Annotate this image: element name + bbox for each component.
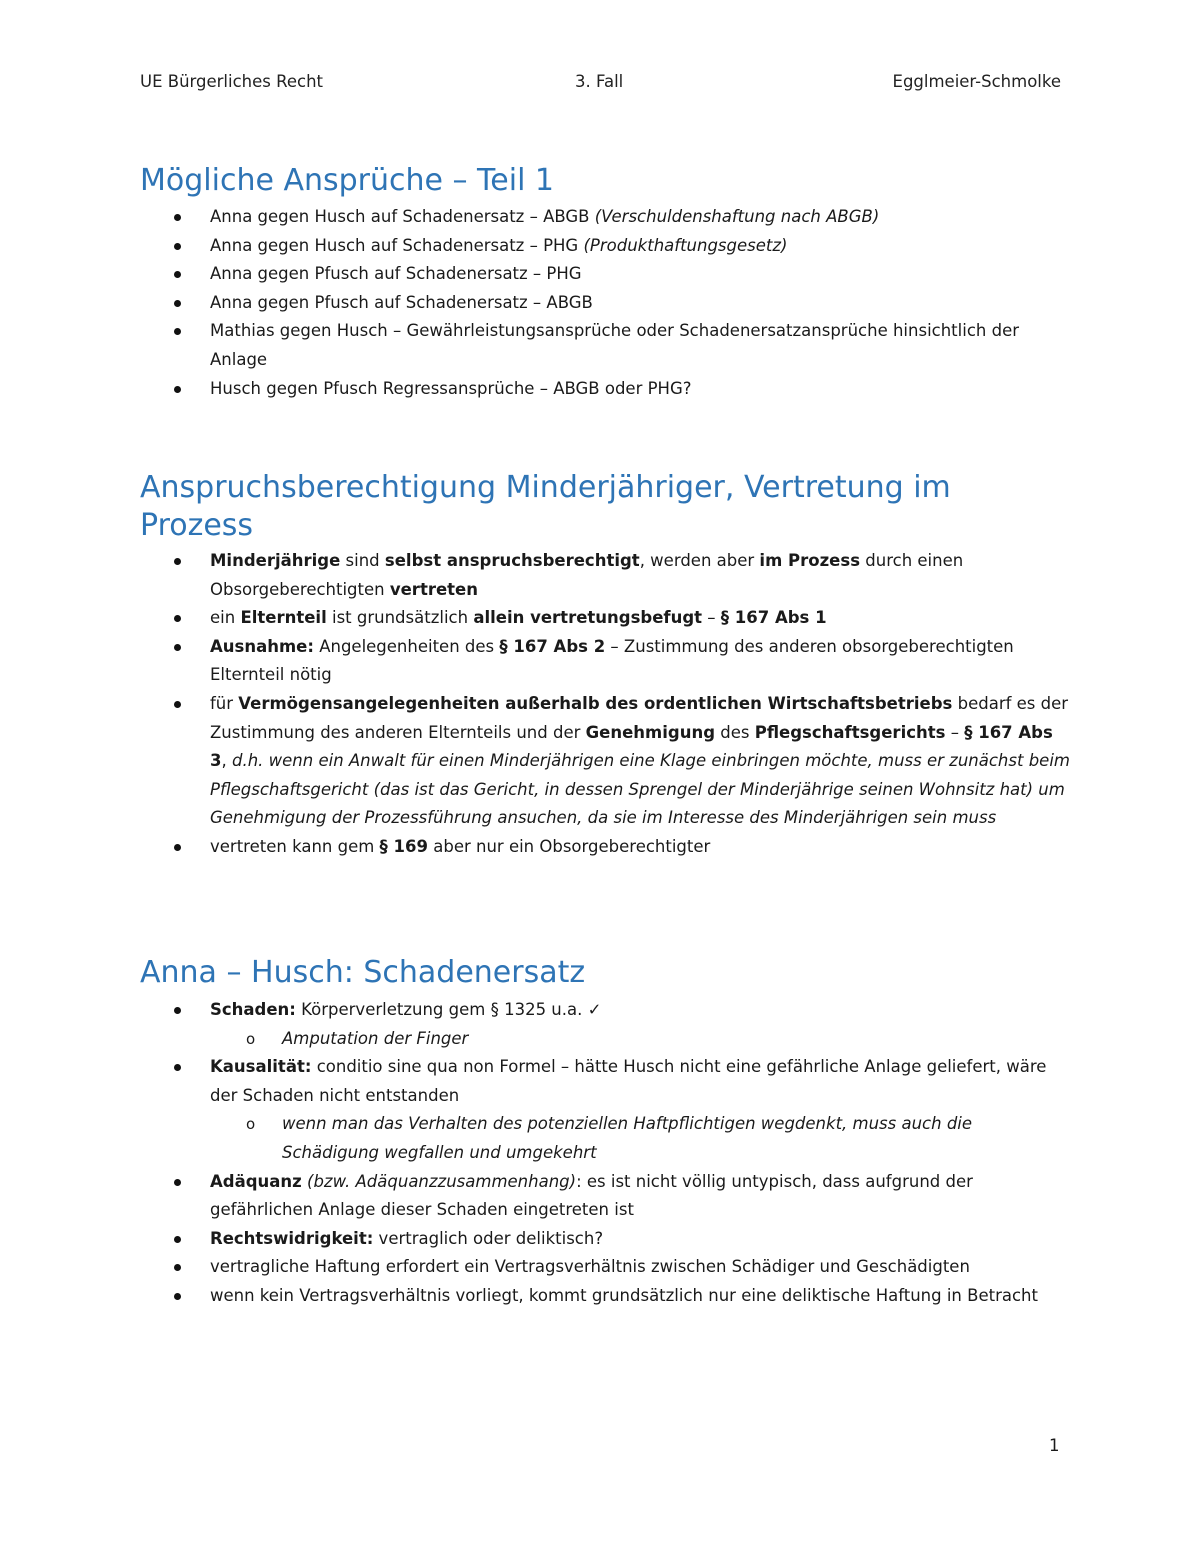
minors-representation-list: [140, 547, 1070, 862]
list-item-text: Mathias gegen Husch – Gewährleistungsansprüche oder Schadenersatzansprüche hinsichtlich der Anlage: [210, 321, 1020, 369]
list-item-text: wenn kein Vertragsverhältnis vorliegt, kommt grundsätzlich nur eine deliktische Haftung in Betracht: [210, 1285, 1038, 1305]
list-item-text: vertragliche Haftung erfordert ein Vertragsverhältnis zwischen Schädiger und Geschädigten: [210, 1257, 970, 1277]
list-item: [140, 203, 1070, 232]
header-author: Egglmeier-Schmolke: [892, 72, 1061, 91]
bullet-icon: [174, 1007, 181, 1014]
hollow-bullet-icon: o: [246, 1115, 256, 1134]
list-item: [140, 1282, 1070, 1311]
list-item-text: des: [715, 722, 755, 742]
bullet-icon: [174, 271, 181, 278]
list-item-text: Rechtswidrigkeit:: [210, 1228, 374, 1248]
page-header: [140, 72, 1061, 98]
list-item: [140, 317, 1070, 374]
list-item-text: Körperverletzung gem § 1325 u.a. ✓: [295, 1000, 602, 1019]
list-item: [140, 1225, 1070, 1254]
list-item-text: (Produkthaftungsgesetz): [583, 235, 788, 255]
list-item-text: ein: [210, 608, 241, 628]
sub-list: [210, 1025, 1070, 1054]
list-item: [140, 690, 1070, 833]
header-course-title: UE Bürgerliches Recht: [140, 72, 323, 91]
list-item-text: (Verschuldenshaftung nach ABGB): [594, 207, 880, 226]
bullet-icon: [174, 328, 181, 335]
bullet-icon: [174, 1264, 181, 1271]
list-item-text: –: [945, 722, 965, 742]
section-heading-minors-representation: Anspruchsberechtigung Minderjähriger, Vertretung im Prozess: [140, 470, 951, 543]
bullet-icon: [174, 300, 181, 307]
list-item-text: Angelegenheiten des: [313, 636, 500, 656]
list-item-text: , werden aber: [639, 551, 760, 570]
list-item-text: § 169: [379, 836, 428, 856]
list-item-text: conditio sine qua non Formel – hätte Husch nicht eine gefährliche Anlage geliefert, wäre der Schaden nicht entstanden: [210, 1057, 1047, 1105]
list-item: [140, 1253, 1070, 1282]
list-item-text: Anna gegen Husch auf Schadenersatz – ABGB: [210, 207, 595, 226]
list-item: [140, 289, 1070, 318]
list-item: [140, 375, 1070, 404]
sub-list-item-text: Amputation der Finger: [282, 1028, 469, 1048]
hollow-bullet-icon: o: [246, 1029, 256, 1048]
sub-list-item: [210, 1025, 1070, 1054]
page-number: 1: [1049, 1436, 1060, 1455]
list-item-text: allein vertretungsbefugt: [473, 608, 703, 628]
list-item-text: Genehmigung: [585, 722, 716, 742]
list-item-text: ist grundsätzlich: [326, 608, 474, 628]
bullet-icon: [174, 1064, 181, 1071]
section-heading-damages: Anna – Husch: Schadenersatz: [140, 955, 586, 990]
list-item-text: : es ist nicht völlig untypisch, dass aufgrund der gefährlichen Anlage dieser Schaden eingetreten ist: [210, 1171, 973, 1220]
list-item-text: ,: [221, 751, 232, 771]
possible-claims-list: [140, 203, 1070, 403]
list-item-text: für: [210, 693, 239, 713]
list-item-text: Vermögensangelegenheiten außerhalb des ordentlichen Wirtschaftsbetriebs: [238, 693, 953, 713]
list-item-text: Kausalität:: [210, 1057, 312, 1077]
sub-list-item: [210, 1110, 1070, 1167]
list-item: [140, 633, 1070, 690]
list-item-text: Husch gegen Pfusch Regressansprüche – ABGB oder PHG?: [210, 378, 692, 398]
list-item-text: vertraglich oder deliktisch?: [373, 1228, 604, 1248]
bullet-icon: [174, 615, 181, 622]
section-heading-possible-claims: Mögliche Ansprüche – Teil 1: [140, 163, 555, 198]
list-item-text: § 167 Abs 1: [720, 608, 827, 628]
list-item: [140, 996, 1070, 1053]
list-item-text: vertreten: [389, 579, 478, 599]
list-item-text: –: [702, 608, 721, 628]
sub-list: [210, 1110, 1070, 1167]
list-item-text: Anna gegen Pfusch auf Schadenersatz – ABGB: [210, 292, 593, 312]
list-item-text: durch einen Obsorgeberechtigten: [210, 551, 964, 599]
bullet-icon: [174, 1179, 181, 1186]
list-item-text: Anna gegen Pfusch auf Schadenersatz – PHG: [210, 264, 582, 284]
list-item: [140, 833, 1070, 862]
bullet-icon: [174, 558, 181, 565]
list-item-text: Adäquanz: [210, 1171, 302, 1191]
list-item: [140, 260, 1070, 289]
list-item-text: im Prozess: [759, 551, 861, 570]
list-item-text: vertreten kann gem: [210, 836, 380, 856]
list-item-text: Anna gegen Husch auf Schadenersatz – PHG: [210, 235, 584, 255]
bullet-icon: [174, 1236, 181, 1243]
list-item-text: d.h. wenn ein Anwalt für einen Minderjährigen eine Klage einbringen möchte, muss er zunächst beim Pflegschaftsgericht (das ist das Gericht, in dessen Sprengel der Minderjährige seinen Wohnsitz hat) um Genehmigung der Prozessführung ansuchen, da sie im Interesse des Minderjährigen sein muss: [210, 751, 1070, 828]
list-item: [140, 1053, 1070, 1167]
list-item-text: Schaden:: [210, 1000, 296, 1019]
list-item-text: Minderjährige: [210, 551, 341, 570]
bullet-icon: [174, 214, 181, 221]
damages-list: [140, 996, 1070, 1311]
list-item-text: (bzw. Adäquanzzusammenhang): [307, 1171, 577, 1191]
bullet-icon: [174, 644, 181, 651]
header-case-number: 3. Fall: [575, 72, 624, 91]
list-item-text: Elternteil: [240, 608, 327, 628]
list-item-text: § 167 Abs 2: [499, 636, 606, 656]
list-item-text: bedarf es der Zustimmung des anderen Elternteils und der: [210, 693, 1069, 742]
bullet-icon: [174, 701, 181, 708]
bullet-icon: [174, 386, 181, 393]
list-item: [140, 547, 1070, 604]
list-item-text: – Zustimmung des anderen obsorgeberechtigten Elternteil nötig: [210, 636, 1014, 685]
list-item-text: selbst anspruchsberechtigt: [384, 551, 640, 570]
list-item-text: sind: [340, 551, 385, 570]
list-item: [140, 604, 1070, 633]
bullet-icon: [174, 844, 181, 851]
list-item-text: § 167 Abs 3: [210, 722, 1053, 771]
bullet-icon: [174, 1293, 181, 1300]
list-item: [140, 232, 1070, 261]
list-item-text: aber nur ein Obsorgeberechtigter: [427, 836, 711, 856]
list-item-text: Ausnahme:: [210, 636, 314, 656]
sub-list-item-text: wenn man das Verhalten des potenziellen Haftpflichtigen wegdenkt, muss auch die Schädigung wegfallen und umgekehrt: [282, 1114, 973, 1162]
list-item-text: Pflegschaftsgerichts: [754, 722, 946, 742]
list-item: [140, 1168, 1070, 1225]
bullet-icon: [174, 243, 181, 250]
